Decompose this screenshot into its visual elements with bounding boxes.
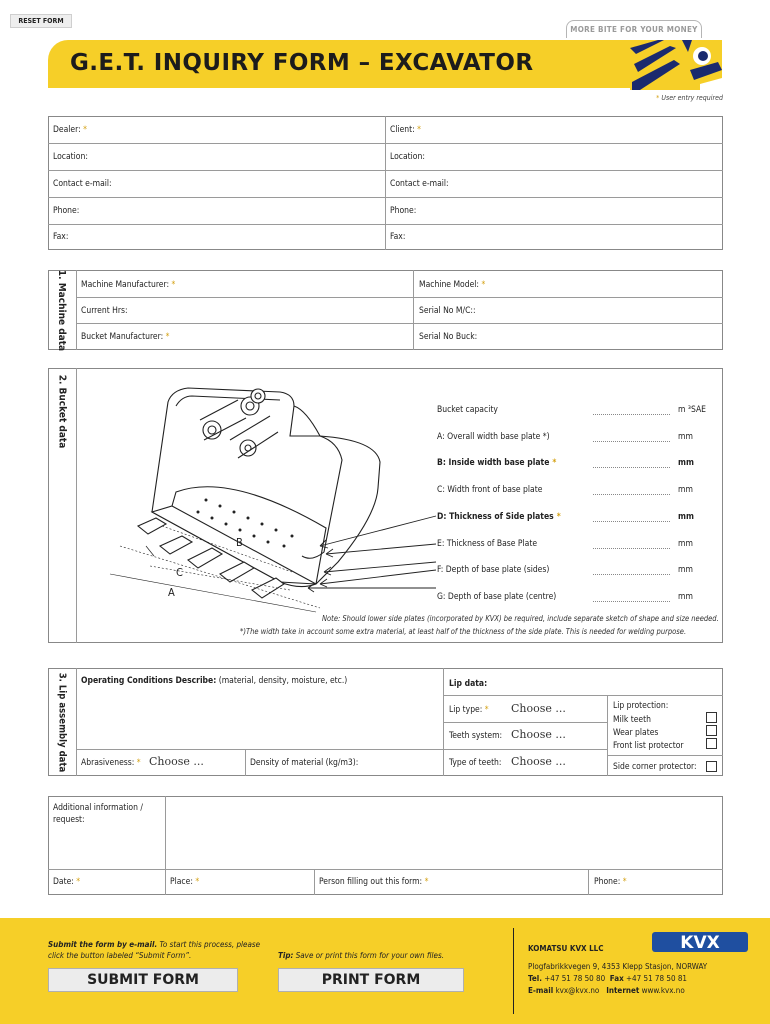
machine-model-field[interactable]: [419, 280, 485, 290]
bucket-row-label: [437, 405, 498, 415]
bucket-row-unit: mm: [678, 565, 693, 576]
dealer-field[interactable]: [53, 125, 87, 135]
email-label: E-mail: [528, 986, 554, 995]
required-star: *: [195, 877, 200, 887]
required-star: *: [76, 877, 81, 887]
bucket-row-unit: mm: [678, 511, 694, 522]
required-star: *: [484, 705, 489, 715]
bucket-row-input[interactable]: [593, 574, 670, 575]
phone-label: Phone:: [594, 877, 621, 887]
company-address: Plogfabrikkvegen 9, 4353 Klepp Stasjon, NORWAY: [528, 962, 708, 971]
email-link[interactable]: kvx@kvx.no: [555, 986, 600, 995]
operating-conditions-field[interactable]: [81, 676, 347, 686]
bucket-row-label-text: Bucket capacity: [437, 405, 498, 415]
client-fax-field[interactable]: Fax:: [390, 232, 406, 242]
bucket-row-label: [437, 485, 542, 495]
bucket-row-unit: mm: [678, 538, 693, 549]
lip-data-heading: Lip data:: [449, 679, 488, 689]
bucket-row-label: [437, 539, 537, 549]
print-form-button[interactable]: PRINT FORM: [278, 968, 464, 992]
dealer-phone-field[interactable]: Phone:: [53, 206, 80, 216]
operating-conditions-hint: (material, density, moisture, etc.): [218, 676, 348, 686]
dealer-fax-field[interactable]: Fax:: [53, 232, 69, 242]
bucket-row-label-text: E: Thickness of Base Plate: [437, 538, 538, 549]
bucket-row-unit: m ³SAE: [678, 405, 707, 415]
submit-form-button[interactable]: SUBMIT FORM: [48, 968, 238, 992]
client-location-field[interactable]: Location:: [390, 152, 425, 162]
bucket-manufacturer-field[interactable]: [81, 332, 169, 342]
additional-info-label: Additional information / request:: [53, 803, 143, 825]
page-title: G.E.T. INQUIRY FORM – EXCAVATOR: [70, 50, 534, 76]
date-field[interactable]: [53, 877, 80, 887]
lip-type-label: Lip type: *: [449, 705, 489, 715]
reset-form-button[interactable]: RESET FORM: [10, 14, 72, 28]
bucket-row-input[interactable]: [593, 441, 670, 442]
client-phone-field[interactable]: Phone:: [390, 206, 417, 216]
bucket-row-label: [437, 592, 556, 602]
required-star: *: [556, 511, 561, 522]
svg-text:KVX: KVX: [680, 933, 720, 952]
submit-instructions-rest: To start this process, please click the button labeled “Submit Form”.: [48, 940, 261, 960]
side-corner-protector-label: Side corner protector:: [613, 762, 697, 772]
bucket-row-label-text: G: Depth of base plate (centre): [437, 591, 557, 602]
fax-value: +47 51 78 50 81: [626, 974, 687, 983]
machine-manufacturer-field[interactable]: [81, 280, 175, 290]
required-star: *: [165, 332, 170, 342]
bucket-row-input[interactable]: [593, 414, 670, 415]
company-name: KOMATSU KVX LLC: [528, 944, 604, 953]
place-field[interactable]: [170, 877, 199, 887]
required-note: [560, 94, 723, 102]
type-of-teeth-label: Type of teeth:: [449, 758, 502, 768]
wear-plates-label: Wear plates: [613, 728, 659, 738]
bucket-row-label-text: C: Width front of base plate: [437, 485, 543, 496]
bucket-manufacturer-label: Bucket Manufacturer:: [81, 332, 164, 342]
bucket-row-label: [437, 512, 561, 522]
bucket-row-label: [437, 432, 550, 442]
slogan: MORE BITE FOR YOUR MONEY: [566, 20, 702, 38]
serial-buck-field[interactable]: Serial No Buck:: [419, 332, 478, 342]
additional-info-input[interactable]: [166, 797, 722, 868]
tip-rest: Save or print this form for your own files.: [295, 951, 444, 960]
abrasiveness-label: Abrasiveness: *: [81, 758, 141, 768]
bucket-data-tab: 2. Bucket data: [56, 374, 68, 448]
client-field[interactable]: [390, 125, 421, 135]
tel-label: Tel.: [528, 974, 542, 983]
bucket-row-label-text: D: Thickness of Side plates: [437, 511, 554, 522]
bucket-row-input[interactable]: [593, 494, 670, 495]
dealer-location-field[interactable]: Location:: [53, 152, 88, 162]
serial-mc-field[interactable]: Serial No M/C::: [419, 306, 476, 316]
bucket-row-unit: mm: [678, 458, 694, 469]
bucket-note-2: *)The width take in account some extra material, at least half of the thickness of the side plate. This is needed for welding purpose.: [240, 627, 687, 636]
bucket-row-unit: mm: [678, 431, 693, 442]
person-label: Person filling out this form:: [319, 877, 423, 887]
milk-teeth-checkbox[interactable]: [706, 712, 717, 723]
lip-type-select[interactable]: Choose ...: [511, 702, 566, 715]
dimension-label-b: B: [236, 536, 243, 549]
bucket-row-unit: mm: [678, 485, 693, 496]
person-field[interactable]: [319, 877, 428, 887]
bucket-row-label-text: B: Inside width base plate: [437, 458, 550, 469]
client-label: Client:: [390, 125, 415, 135]
wear-plates-checkbox[interactable]: [706, 725, 717, 736]
submit-instructions-bold: Submit the form by e-mail.: [48, 940, 158, 949]
date-label: Date:: [53, 877, 74, 887]
fax-label: Fax: [609, 974, 624, 983]
lip-assembly-tab: 3. Lip assembly data: [56, 672, 68, 772]
front-list-protector-checkbox[interactable]: [706, 738, 717, 749]
bucket-row-label-text: A: Overall width base plate *): [437, 431, 550, 442]
company-tel-fax: [528, 974, 687, 983]
bucket-row-label: [437, 565, 549, 575]
bucket-note-1: Note: Should lower side plates (incorporated by KVX) be required, include separate sketch of shape and size needed.: [322, 614, 719, 623]
required-star: *: [136, 758, 141, 768]
machine-data-tab: 1. Machine data: [56, 269, 68, 351]
bucket-row-unit: mm: [678, 591, 693, 602]
required-star: *: [481, 280, 486, 290]
tel-value: +47 51 78 50 80: [544, 974, 606, 983]
submit-instructions: [48, 939, 263, 961]
front-list-protector-label: Front list protector: [613, 741, 684, 751]
required-star: *: [424, 877, 429, 887]
dimension-label-a: A: [168, 586, 175, 599]
side-corner-protector-checkbox[interactable]: [706, 761, 717, 772]
bucket-row-label-text: F: Depth of base plate (sides): [437, 565, 550, 576]
required-star: *: [417, 125, 421, 135]
teeth-system-select[interactable]: Choose ...: [511, 728, 566, 741]
lip-protection-label: Lip protection:: [613, 701, 669, 711]
teeth-system-label: Teeth system:: [449, 731, 503, 741]
tip-text: [278, 951, 444, 960]
abrasiveness-select[interactable]: Choose ...: [149, 755, 204, 768]
company-email-web: [528, 986, 685, 995]
required-star: *: [622, 877, 627, 887]
machine-model-label: Machine Model:: [419, 280, 479, 290]
bucket-row-input[interactable]: [593, 548, 670, 549]
machine-manufacturer-label: Machine Manufacturer:: [81, 280, 170, 290]
internet-label: Internet: [606, 986, 640, 995]
client-email-field[interactable]: Contact e-mail:: [390, 179, 449, 189]
operating-conditions-label: Operating Conditions Describe:: [81, 676, 217, 686]
required-star: *: [656, 94, 660, 102]
bucket-row-input[interactable]: [593, 467, 670, 468]
phone-field[interactable]: [594, 877, 627, 887]
current-hrs-field[interactable]: Current Hrs:: [81, 306, 128, 316]
tiger-logo: [630, 40, 722, 90]
bucket-row-input[interactable]: [593, 601, 670, 602]
density-field[interactable]: Density of material (kg/m3):: [250, 758, 359, 768]
required-star: *: [552, 458, 557, 469]
place-label: Place:: [170, 877, 193, 887]
tip-bold: Tip:: [278, 951, 294, 960]
required-star: *: [83, 125, 87, 135]
bucket-row-input[interactable]: [593, 521, 670, 522]
dealer-label: Dealer:: [53, 125, 81, 135]
required-note-text: User entry required: [661, 94, 723, 102]
bucket-row-label: [437, 458, 556, 468]
dealer-email-field[interactable]: Contact e-mail:: [53, 179, 112, 189]
kvx-logo: [652, 932, 748, 952]
website-link[interactable]: www.kvx.no: [641, 986, 685, 995]
required-star: *: [171, 280, 176, 290]
milk-teeth-label: Milk teeth: [613, 715, 651, 725]
type-of-teeth-select[interactable]: Choose ...: [511, 755, 566, 768]
dimension-label-c: C: [176, 566, 183, 579]
bucket-diagram: [80, 376, 440, 628]
